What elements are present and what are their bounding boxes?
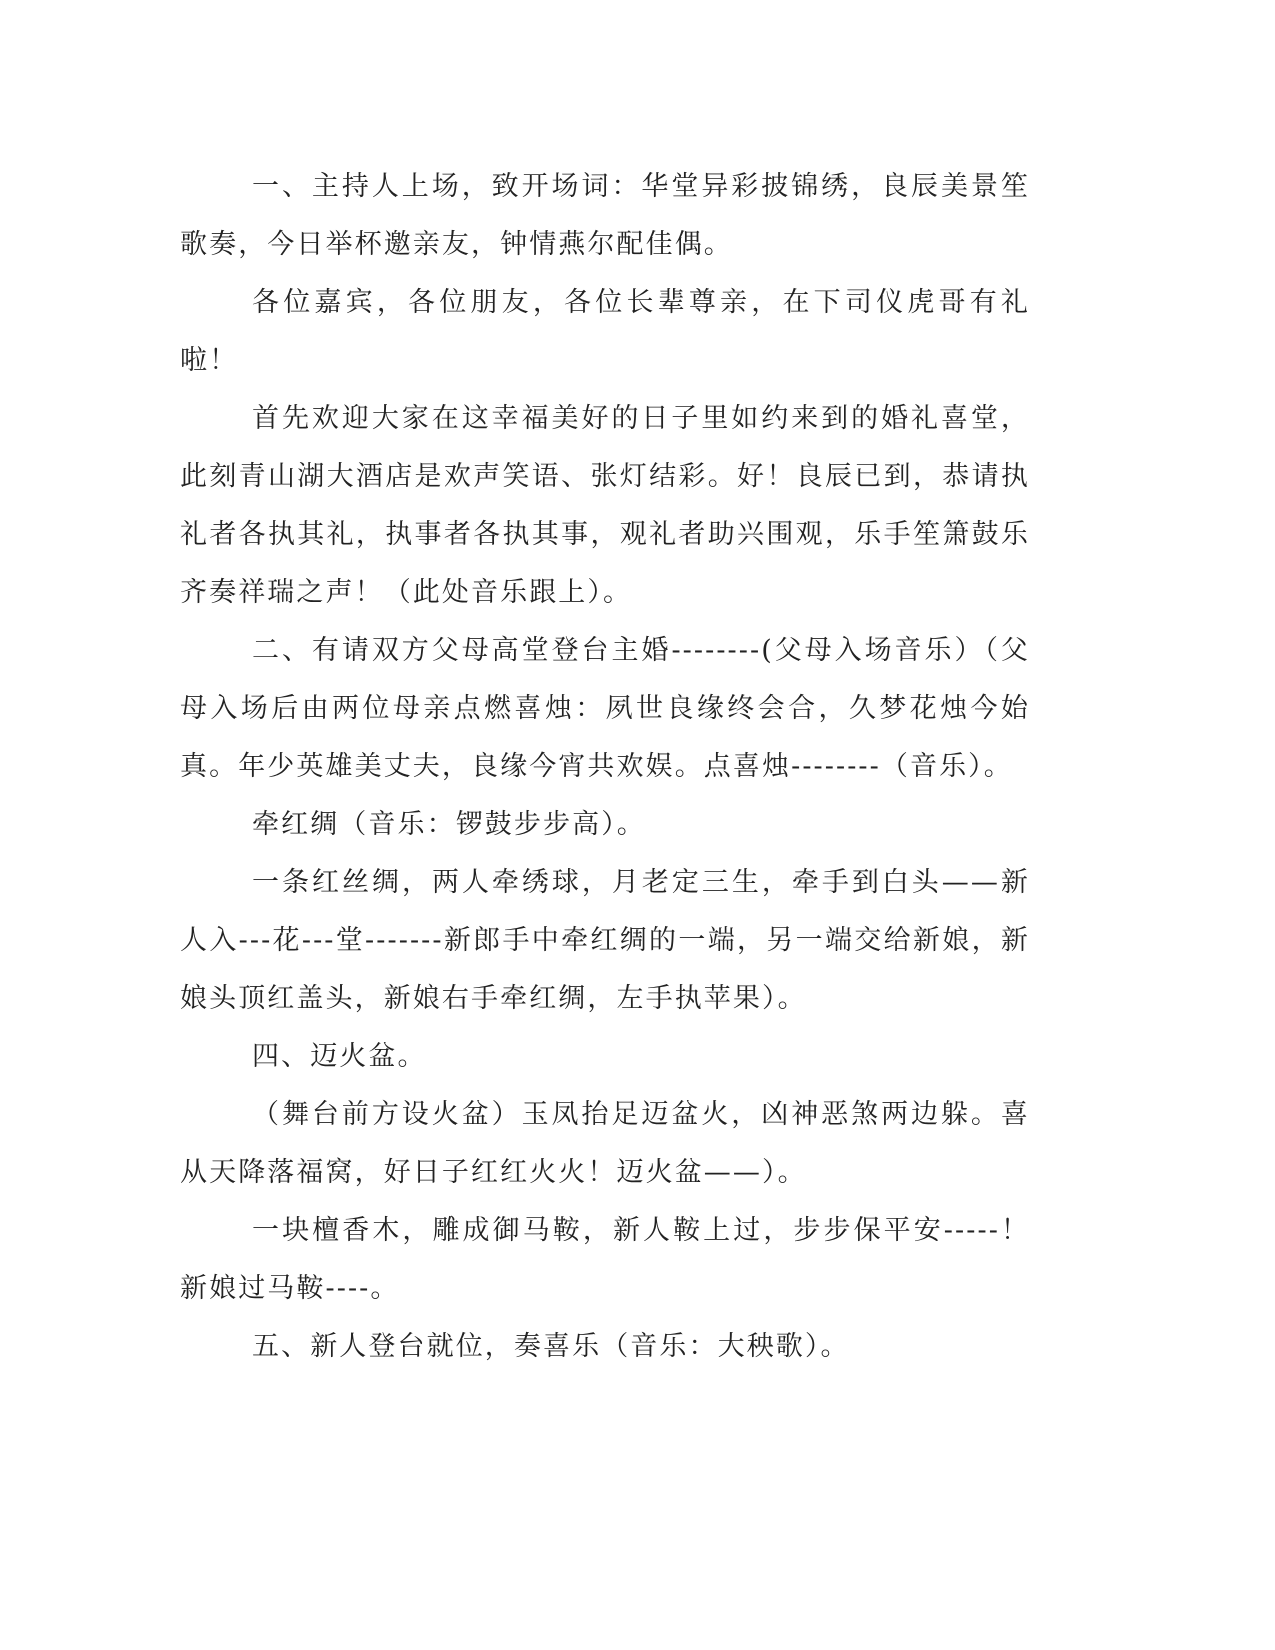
paragraph-fire-basin-heading: 四、迈火盆。 bbox=[252, 1041, 427, 1072]
paragraph-stage: 五、新人登台就位，奏喜乐（音乐：大秧歌）。 bbox=[252, 1331, 850, 1362]
paragraph-fire-basin: （舞台前方设火盆）玉凤抬足迈盆火，凶神恶煞两边躲。喜从天降落福窝，好日子红红火火！迈火盆——）。 bbox=[180, 1099, 1030, 1188]
paragraph-greeting: 各位嘉宾，各位朋友，各位长辈尊亲，在下司仪虎哥有礼啦！ bbox=[180, 287, 1030, 376]
paragraph-red-silk: 牵红绸（音乐：锣鼓步步高）。 bbox=[252, 809, 646, 840]
document-body bbox=[180, 158, 1030, 1376]
paragraph-welcome: 首先欢迎大家在这幸福美好的日子里如约来到的婚礼喜堂，此刻青山湖大酒店是欢声笑语、张灯结彩。好！良辰已到，恭请执礼者各执其礼，执事者各执其事，观礼者助兴围观，乐手笙箫鼓乐齐奏祥瑞之声！（此处音乐跟上）。 bbox=[180, 403, 1030, 608]
paragraph-opening-speech: 一、主持人上场，致开场词：华堂异彩披锦绣，良辰美景笙歌奏，今日举杯邀亲友，钟情燕尔配佳偶。 bbox=[180, 171, 1030, 260]
paragraph-couple-entrance: 一条红丝绸，两人牵绣球，月老定三生，牵手到白头——新人入---花---堂-------新郎手中牵红绸的一端，另一端交给新娘，新娘头顶红盖头，新娘右手牵红绸，左手执苹果）。 bbox=[180, 867, 1030, 1014]
paragraph-saddle: 一块檀香木，雕成御马鞍，新人鞍上过，步步保平安-----！新娘过马鞍----。 bbox=[180, 1215, 1030, 1304]
paragraph-parents-entrance: 二、有请双方父母高堂登台主婚--------(父母入场音乐）（父母入场后由两位母亲点燃喜烛：夙世良缘终会合，久梦花烛今始真。年少英雄美丈夫，良缘今宵共欢娱。点喜烛--------（音乐）。 bbox=[180, 635, 1030, 782]
